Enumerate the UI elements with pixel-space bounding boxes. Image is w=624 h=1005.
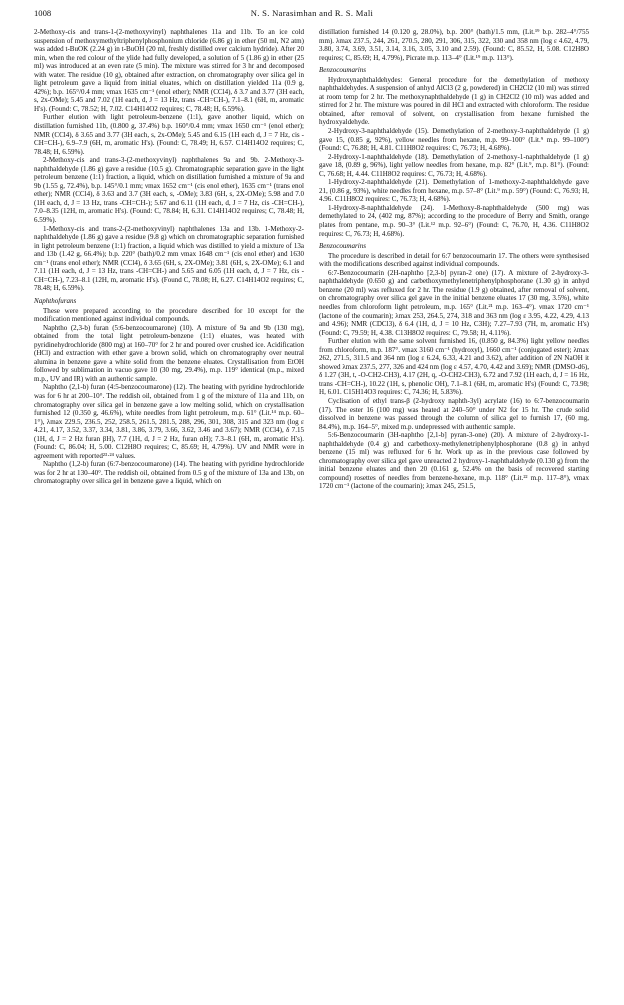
paragraph-benzocoumarin-17: 6:7-Benzocoumarin (2H-naphtho [2,3-b] pyran-2 one) (17). A mixture of 2-hydroxy-3-naphthaldehyde (0.650 g) and carbethoxymethylenetriphenylphosphorane (1.30 g) in anhyd benzene (20 ml) was refluxed for 2 hr. The residue (1.9 g) obtained, after removal of solvent, on chromatography over silica gel gave in the initial benzene eluates 17 (30 mg, 3.5%), white needles from chloroform light petroleum, m.p. 165° (Lit.²¹ m.p. 163–4°). νmax 1720 cm⁻¹ (lactone of the coumarin); λmax 253, 264.5, 274, 318 and 363 nm (log ε 3.95, 4.22, 4.29, 4.13 and 4.96); NMR (CDCl3), δ 6.4 (1H, d, J = 10 Hz, C3H); 7.27–7.93 (7H, m, aromatic H's) (Found: C, 79.59; H, 4.38. C13H8O2 requires: C, 79.58; H, 4.11%). [319,268,589,337]
paragraph-elution-16: Further elution with the same solvent furnished 16, (0.850 g, 84.3%) light yellow needles from chloroform, m.p. 187°. νmax 3160 cm⁻¹ (hydroxyl), 1660 cm⁻¹ (conjugated ester); λmax 262, 271.5, 311.5 and 364 nm (log ε 6.24, 6.33, 4.21 and 3.62), after addition of 2N NaOH it showed λmax 237.5, 277, 326 and 424 nm (log ε 4.57, 4.70, 4.42 and 3.69); NMR (DMSO-d6), δ 1.27 (3H, t, -O-CH2-CH3), 4.17 (2H, q, -O-CH2-CH3), 6.72 and 7.92 (1H each, d, J = 16 Hz, trans -CH=CH-), 10.22 (1H, s, phenolic OH), 7.1–8.1 (6H, m, aromatic H's) (Found: C, 73.98; H, 6.01. C15H14O3 requires: C, 74.36; H, 5.83%). [319,337,589,397]
left-column [34,28,304,486]
paragraph-naphthofuran-14: Naphtho (1,2-b) furan (6:7-benzocoumarone) (14). The heating with pyridine hydrochloride was for 2 hr at 130–40°. The reddish oil, obtained from 0.5 g of the mixture of 13a and 13b, on chromatography over silica gel in benzene gave a liquid, which on [34,460,304,486]
paragraph-cyclisation-16: Cyclisation of ethyl trans-β (2-hydroxy naphth-3yl) acrylate (16) to 6:7-benzocoumarin (17). The ester 16 (100 mg) was heated at 240–50° under N2 for 15 hr. The crude solid dissolved in benzene was passed through the column of silica gel to furnish 17, (60 mg, 84.4%), m.p. 164–5°, mixed m.p. undepressed with authentic sample. [319,396,589,431]
paragraph-aldehyde-21: 1-Hydroxy-2-naphthaldehyde (21). Demethylation of 1-methoxy-2-naphthaldehyde gave 21, (0.86 g, 93%), white needles from hexane, m.p. 57–8° (Lit.⁹ m.p. 59°) (Found: C, 76.93; H, 4.96. C11H8O2 requires: C, 76.73; H, 4.68%). [319,178,589,204]
section-heading-benzocoumarins-1: Benzocoumarins [319,66,366,75]
page-header [34,8,590,24]
section-heading-benzocoumarins-2: Benzocoumarins [319,242,366,251]
paragraph-methoxyvinyl-9: 2-Methoxy-cis and trans-3-(2-methoxyvinyl) naphthalenes 9a and 9b. 2-Methoxy-3-naphthaldehyde (1.86 g) gave a residue (10.5 g). Chromatographic separation gave in the light petroleum benzene (1:1) fraction, a liquid, which on distillation furnished a mixture of 9a and 9b (1.55 g, 72.4%), b.p. 145°/0.1 mm; νmax 1652 cm⁻¹ (cis enol ether), 1635 cm⁻¹ (trans enol ether); NMR (CCl4), δ 3.63 and 3.7 (3H each, s, -OMe); 3.83 (6H, s, 2X-OMe); 5.98 and 7.0 (1H each, d, J = 13 Hz, trans -CH=CH-); 5.67 and 6.11 (1H each, d, J = 7 Hz, cis -CH=CH-), 7.0–8.35 (12H, m, aromatic H's). (Found: C, 78.84; H, 6.31. C14H14O2 requires; C, 78.48; H, 6.59%). [34,156,304,225]
paragraph-naphthofuran-10: Naphtho (2,3-b) furan (5:6-benzocoumarone) (10). A mixture of 9a and 9b (130 mg), obtained from the total light petroleum-benzene (1:1) eluates, was heated with pyridinehydrochloride (800 mg) at 160–70° for 2 hr and poured over crushed ice. Acidification (HCl) and extraction with ether gave a brown solid, which on chromatography over neutral alumina in benzene gave a white solid from the benzene eluates. Crystallisation from EtOH followed by sublimation in vacuo gave 10 (30 mg, 29.4%), m.p. 119° identical (m.p., mixed m.p., UV and IR) with an authentic sample. [34,323,304,383]
paragraph-elution-11b: Further elution with light petroleum-benzene (1:1), gave another liquid, which on distillation furnished 11b, (0.800 g, 37.4%) b.p. 160°/0.4 mm; νmax 1650 cm⁻¹ (enol ether); NMR (CCl4), δ 3.65 and 3.77 (3H each, s, 2x-OMe); 5.45 and 6.15 (1H each d, J = 7 Hz, cis -CH=CH-), 6.9–7.9 (6H, m, aromatic H's). (Found: C, 78.49; H, 6.57. C14H14O2 requires; C, 78.48; H, 6.59%). [34,113,304,156]
page-number: 1008 [34,8,52,18]
section-heading-naphthofurans: Naphthofurans [34,296,77,305]
running-title: N. S. Narasimhan and R. S. Mali [250,8,374,18]
paragraph-aldehyde-15: 2-Hydroxy-3-naphthaldehyde (15). Demethylation of 2-methoxy-3-naphthaldehyde (1 g) gave 15, (0.85 g, 92%), yellow needles from hexane, m.p. 99–100° (Lit.⁹ m.p. 99–100°) (Found: C, 76.88; H, 4.81. C11H8O2 requires: C, 76.73; H, 4.68%). [319,127,589,153]
paragraph-naphthofuran-12: Naphtho (2,1-b) furan (4:5-benzocoumarone) (12). The heating with pyridine hydrochloride was for 6 hr at 200–10°. The reddish oil, obtained from 1 g of the mixture of 11a and 11b, on chromatography over silica gel in benzene gave a low melting solid, which on crystallisation furnished 12 (0.350 g, 46.6%), white needles from light petroleum, m.p. 61° (Lit.¹⁴ m.p. 60–1°), λmax 229.5, 236.5, 252, 258.5, 261.5, 281.5, 288, 296, 301, 308, 315 and 323 nm (log ε 4.21, 4.17, 3.52, 3.37, 3.34, 3.81, 3.86, 3.79, 3.66, 3.62, 3.46 and 3.67); NMR (CCl4), δ 7.15 (1H, d, J = 2 Hz furan βH), 7.7 (1H, d, J = 2 Hz, furan αH); 7.3–8.1 (6H, m, aromatic H's). (Found: C, 86.04; H, 5.00. C12H8O requires; C, 85.69; H, 4.79%). UV and NMR were in agreement with reported²³·²⁴ values. [34,383,304,460]
right-column [319,28,589,491]
paragraph-naphthofurans-intro: These were prepared according to the procedure described for 10 except for the modification mentioned against individual compounds. [34,306,304,324]
paragraph-methoxyvinyl-11: 2-Methoxy-cis and trans-1-(2-methoxyvinyl) naphthalenes 11a and 11b. To an ice cold suspension of methoxymethyltriphenylphosphonium chloride (6.86 g) in ether (50 ml, N2 atm) was added t-BuOK (2.24 g) in t-BuOH (20 ml, freshly distilled over calcium hydride). After 20 min, when the red colour of the ylide had fully developed, a solution of 5 (1.86 g) in ether (25 ml) was introduced at an even rate (5 min). The mixture was stirred for 3 hr and decomposed with water. The residue (10 g), obtained after extraction, on chromatography over silica gel in light petroleum gave a liquid from initial eluates, which on distillation yielded 11a (0.9 g, 42%); b.p. 165°/0.4 mm; νmax 1635 cm⁻¹ (enol ether); NMR (CCl4), δ 3.7 and 3.77 (3H each, s, 2x-OMe); 5.45 and 7.02 (1H each, d, J = 13 Hz, trans -CH=CH-), 7.1–8.1 (6H, m, aromatic H's). (Found: C, 78.52; H, 7.02. C14H14O2 requires; C, 78.48; H, 6.59%). [34,28,304,113]
paragraph-methoxyvinyl-13: 1-Methoxy-cis and trans-2-(2-methoxyvinyl) naphthalenes 13a and 13b. 1-Methoxy-2-naphthaldehyde (1.86 g) gave a residue (9.8 g) which on chromatographic separation furnished in light petroleum benzene (1:1) fraction, a liquid which was distilled to yield a mixture of 13a and 13b (1.42 g, 66.4%); b.p. 220° (bath)/0.2 mm νmax 1648 cm⁻¹ (cis enol ether) and 1630 cm⁻¹ (trans enol ether); NMR (CCl4), δ 3.65 (6H, s, 2X-OMe); 3.81 (6H, s, 2X-OMe); 6.1 and 7.11 (1H each, d, J = 13 Hz, trans -CH=CH-) and 5.65 and 6.05 (1H each, d, J = 7 Hz, cis -CH=CH-), 7.23–8.1 (12H, m, aromatic H's). (Found C, 78.08; H, 6.27. C14H14O2 requires; C, 78.48; H, 6.59%). [34,224,304,293]
paragraph-distillation-14: distillation furnished 14 (0.120 g, 28.0%), b.p. 200° (bath)/1.5 mm, (Lit.¹⁹ b.p. 282–4°/755 mm). λmax 237.5, 244, 261, 270.5, 280, 291, 306, 315, 322, 330 and 358 nm (log ε 4.62, 4.79, 3.80, 3.74, 3.69, 3.51, 3.14, 3.16, 3.05, 3.10 and 2.59). (Found: C, 85.52, H, 5.08. C12H8O requires; C, 85.69; H, 4.79%), Picrate m.p. 113–4° (Lit.¹⁹ m.p. 113°). [319,28,589,62]
paragraph-benzocoumarins-intro: The procedure is described in detail for 6:7 benzocoumarin 17. The others were synthesised with the modifications described against individual compounds. [319,251,589,269]
paragraph-benzocoumarin-20: 5:6-Benzocoumarin (3H-naphtho [2,1-b] pyran-3-one) (20). A mixture of 2-hydroxy-1-naphthaldehyde (0.4 g) and carbethoxy-methylenetriphenylphosphorane (0.8 g) in anhyd benzene (15 ml) was refluxed for 6 hr. Work up as in the previous case followed by chromatography over silica gel gave unreacted 2 hydroxy-1-naphthaldehyde (0.130 g) from the initial benzene eluates and then 20 (0.161 g, 52.4% on the basis of recovered starting compound) rosettes of needles from benzene-hexane, m.p. 118° (Lit.²² m.p. 117–8°), νmax 1720 cm⁻¹ (lactone of the coumarin); λmax 245, 251.5, [319,431,589,491]
paragraph-aldehyde-18: 2-Hydroxy-1-naphthaldehyde (18). Demethylation of 2-methoxy-1-naphthaldehyde (1 g) gave 18, (0.89 g, 96%), light yellow needles from hexane, m.p. 82° (Lit.⁹, m.p. 81°). (Found: C, 76.68; H, 4.44. C11H8O2 requires: C, 76.73; H, 4.68%). [319,152,589,178]
paragraph-demethylation-procedure: Hydroxynaphthaldehydes: General procedure for the demethylation of methoxy naphthaldehydes. A suspension of anhyd AlCl3 (2 g, powdered) in CH2Cl2 (10 ml) was stirred at room temp for 2 hr. The methoxynaphthaldehyde (1 g) in CH2Cl2 (10 ml) was added and stirred for 2 hr. The mixture was poured in dil HCl and extracted with chloroform. The residue obtained, after removal of solvent, on crystallisation from hexane furnished the hydroxyaldehyde. [319,75,589,127]
paragraph-aldehyde-24: 1-Hydroxy-8-naphthaldehyde (24). 1-Methoxy-8-naphthaldehyde (500 mg) was demethylated to 24, (402 mg, 87%); according to the procedure of Berry and Smith, orange plates from pentane, m.p. 90–3° (Lit.¹² m.p. 92–6°) (Found: C, 76.70, H, 4.36. C11H8O2 requires: C, 76.73; H, 4.68%). [319,203,589,238]
